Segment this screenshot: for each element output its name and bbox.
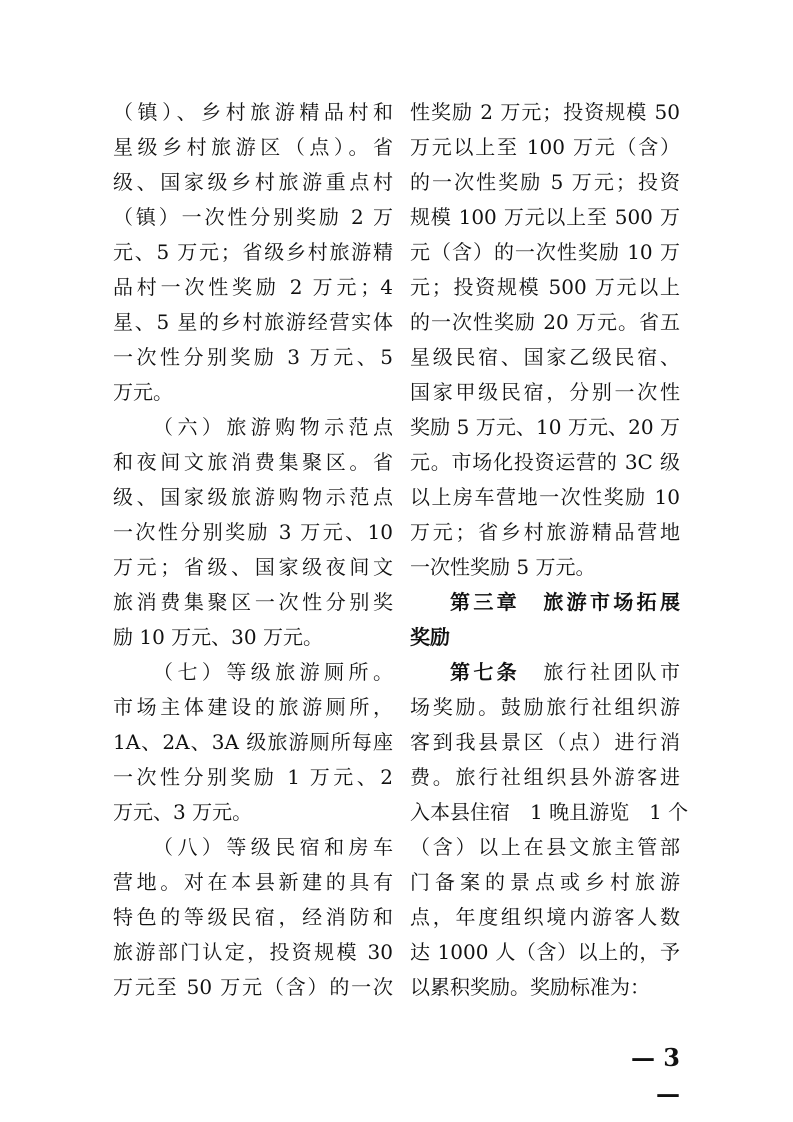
section-heading-six: （六）旅游购物示范点: [153, 415, 393, 439]
text-line: 一次性分别奖励 3 万元、5: [113, 345, 393, 369]
text-line: 万元。: [113, 380, 173, 404]
text-line: 营地。对在本县新建的具有: [113, 870, 393, 894]
section-heading-seven: （七）等级旅游厕所。: [153, 660, 393, 684]
text-line: 国家甲级民宿，分别一次性: [410, 380, 680, 404]
text-line: 星、5 星的乡村旅游经营实体: [113, 310, 393, 334]
text-line: 万元；省级、国家级夜间文: [113, 555, 393, 579]
text-line: 市场主体建设的旅游厕所，: [113, 695, 393, 719]
text-line: 1A、2A、3A 级旅游厕所每座: [113, 730, 393, 754]
text-line: 元、5 万元；省级乡村旅游精: [113, 240, 393, 264]
page-number: — 3 —: [630, 1043, 680, 1108]
chapter-heading-continued: 奖励: [410, 625, 450, 649]
article-label: 第七条: [450, 660, 520, 684]
text-line: 品村一次性奖励 2 万元；4: [113, 275, 393, 299]
text-line: 星级民宿、国家乙级民宿、: [410, 345, 680, 369]
text-line: （镇）、乡村旅游精品村和: [113, 100, 393, 124]
text-line: 星级乡村旅游区（点）。省: [113, 135, 393, 159]
text-line: 级、国家级乡村旅游重点村: [113, 170, 393, 194]
text-line: 一次性分别奖励 3 万元、10: [113, 520, 393, 544]
text-line: 旅消费集聚区一次性分别奖: [113, 590, 393, 614]
text-line: 门备案的景点或乡村旅游: [410, 870, 680, 894]
text-line: 级、国家级旅游购物示范点: [113, 485, 393, 509]
text-line: （镇）一次性分别奖励 2 万: [113, 205, 393, 229]
text-line: 和夜间文旅消费集聚区。省: [113, 450, 393, 474]
text-line: 场奖励。鼓励旅行社组织游: [410, 695, 680, 719]
text-line: 一次性奖励 5 万元。: [410, 555, 596, 579]
left-column: [113, 95, 393, 1005]
text-line: 规模 100 万元以上至 500 万: [410, 205, 680, 229]
text-line: 奖励 5 万元、10 万元、20 万: [410, 415, 680, 439]
text-line: 的一次性奖励 20 万元。省五: [410, 310, 680, 334]
text-line: 一次性分别奖励 1 万元、2: [113, 765, 393, 789]
text-line: 入本县住宿 1 晚且游览 1 个: [410, 800, 689, 824]
chapter-heading: 第三章 旅游市场拓展: [450, 590, 680, 614]
text-line: 点，年度组织境内游客人数: [410, 905, 680, 929]
text-line: 以累积奖励。奖励标准为：: [410, 975, 650, 999]
text-line: 元；投资规模 500 万元以上: [410, 275, 680, 299]
text-line: 性奖励 2 万元；投资规模 50: [410, 100, 680, 124]
right-column: [410, 95, 689, 1005]
text-line: 费。旅行社组织县外游客进: [410, 765, 680, 789]
text-line: 万元至 50 万元（含）的一次: [113, 975, 393, 999]
text-line: 励 10 万元、30 万元。: [113, 625, 323, 649]
text-line: 以上房车营地一次性奖励 10: [410, 485, 680, 509]
text-line: 元。市场化投资运营的 3C 级: [410, 450, 680, 474]
text-line: 客到我县景区（点）进行消: [410, 730, 680, 754]
section-heading-eight: （八）等级民宿和房车: [153, 835, 393, 859]
text-line: 万元；省乡村旅游精品营地: [410, 520, 680, 544]
text-line: 特色的等级民宿，经消防和: [113, 905, 393, 929]
text-line: 达 1000 人（含）以上的，予: [410, 940, 680, 964]
text-line: 元（含）的一次性奖励 10 万: [410, 240, 680, 264]
article-text: 旅行社团队市: [520, 660, 680, 684]
text-line: 旅游部门认定，投资规模 30: [113, 940, 393, 964]
text-line: 万元、3 万元。: [113, 800, 253, 824]
text-line: 的一次性奖励 5 万元；投资: [410, 170, 680, 194]
text-line: （含）以上在县文旅主管部: [410, 835, 680, 859]
text-line: 万元以上至 100 万元（含）: [410, 135, 680, 159]
article-first-line: [410, 655, 680, 690]
